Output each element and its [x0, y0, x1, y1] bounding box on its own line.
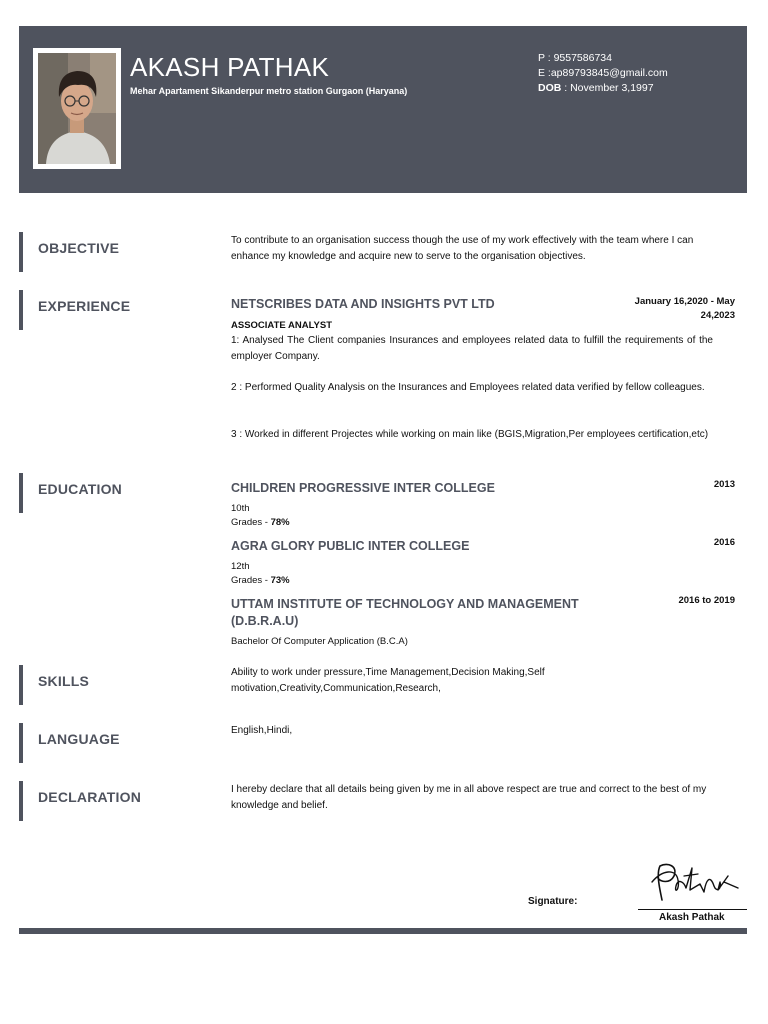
experience-point: 2 : Performed Quality Analysis on the Insurances and Employees related data verified by fellow colleagues.: [231, 382, 705, 393]
signature-line: [638, 909, 747, 910]
education-level: 12th: [231, 561, 250, 572]
candidate-address: Mehar Apartament Sikanderpur metro station Gurgaon (Haryana): [130, 86, 408, 96]
education-grades: [231, 516, 290, 530]
skills-heading: SKILLS: [38, 673, 89, 689]
footer-bar: [19, 928, 747, 934]
skills-accent-bar: [19, 665, 23, 705]
dob-value: : November 3,1997: [564, 82, 654, 94]
education-year: 2016 to 2019: [678, 595, 735, 606]
school-name-line2: (D.B.R.A.U): [231, 614, 299, 628]
employment-dates: [635, 295, 735, 323]
language-text: English,Hindi,: [231, 725, 293, 736]
experience-point: 1: Analysed The Client companies Insurances and employees related data to fulfill the requirements of the employer Company.: [231, 335, 713, 362]
company-name: NETSCRIBES DATA AND INSIGHTS PVT LTD: [231, 297, 495, 311]
grades-label: Grades -: [231, 517, 271, 528]
email-label: E :: [538, 67, 551, 79]
education-accent-bar: [19, 473, 23, 513]
email-line: [538, 66, 668, 81]
profile-photo-frame: [33, 48, 121, 169]
objective-text: To contribute to an organisation success though the use of my work effectively with the team where I can enhance my knowledge and acquire new to serve to the organisation objectives.: [231, 235, 694, 262]
declaration-text: I hereby declare that all details being given by me in all above respect are true and correct to the best of my knowledge and belief.: [231, 784, 707, 811]
school-name: CHILDREN PROGRESSIVE INTER COLLEGE: [231, 481, 495, 495]
resume-header: [19, 26, 747, 193]
signatory-name: Akash Pathak: [659, 912, 725, 923]
skills-text: Ability to work under pressure,Time Management,Decision Making,Self motivation,Creativity,Communication,Research,: [231, 667, 545, 694]
school-name: AGRA GLORY PUBLIC INTER COLLEGE: [231, 539, 470, 553]
grades-value: 73%: [270, 575, 290, 586]
candidate-name: AKASH PATHAK: [130, 52, 330, 82]
objective-accent-bar: [19, 232, 23, 272]
contact-block: [538, 51, 668, 96]
declaration-heading: DECLARATION: [38, 789, 142, 805]
education-degree: Bachelor Of Computer Application (B.C.A): [231, 636, 408, 647]
handwritten-signature: [648, 860, 748, 908]
phone-number: 9557586734: [553, 52, 612, 64]
experience-heading: EXPERIENCE: [38, 298, 131, 314]
profile-photo: [38, 53, 116, 164]
experience-accent-bar: [19, 290, 23, 330]
grades-value: 78%: [270, 517, 290, 528]
language-heading: LANGUAGE: [38, 731, 120, 747]
dob-line: [538, 81, 668, 96]
employment-dates-line2: 24,2023: [700, 310, 735, 321]
phone-line: [538, 51, 668, 66]
education-year: 2013: [713, 479, 735, 490]
phone-label: P :: [538, 52, 551, 64]
grades-label: Grades -: [231, 575, 271, 586]
school-name: UTTAM INSTITUTE OF TECHNOLOGY AND MANAGEMENT: [231, 597, 579, 611]
declaration-accent-bar: [19, 781, 23, 821]
experience-point: 3 : Worked in different Projectes while working on main like (BGIS,Migration,Per employees certification,etc): [231, 429, 709, 440]
employment-dates-line1: January 16,2020 - May: [634, 296, 735, 307]
education-grades: [231, 574, 290, 588]
signature-label: Signature:: [528, 896, 578, 907]
language-accent-bar: [19, 723, 23, 763]
email-address: ap89793845@gmail.com: [550, 67, 668, 79]
job-role: ASSOCIATE ANALYST: [231, 320, 332, 331]
objective-heading: OBJECTIVE: [38, 240, 120, 256]
dob-label: DOB: [538, 82, 562, 94]
education-level: 10th: [231, 503, 250, 514]
education-heading: EDUCATION: [38, 481, 122, 497]
education-year: 2016: [713, 537, 735, 548]
